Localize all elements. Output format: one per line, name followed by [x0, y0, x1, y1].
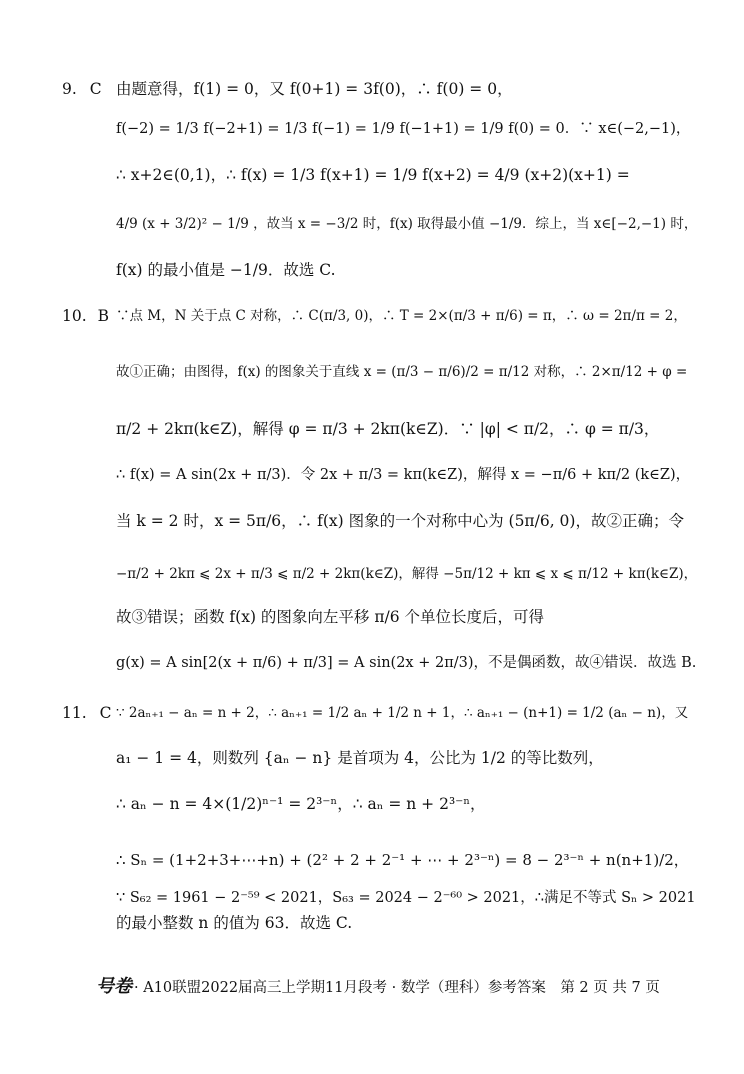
solution-line: ∴ Sₙ = (1+2+3+⋯+n) + (2² + 2 + 2⁻¹ + ⋯ + 2³⁻ⁿ) = 8 − 2³⁻ⁿ + n(n+1)/2， [116, 851, 689, 869]
solution-line: ∴ x+2∈(0,1)，∴ f(x) = 1/3 f(x+1) = 1/9 f(x+2) = 4/9 (x+2)(x+1) = [116, 166, 630, 184]
solution-line: 故①正确；由图得，f(x) 的图象关于直线 x = (π/3 − π/6)/2 = π/12 对称，∴ 2×π/12 + φ = [116, 364, 688, 380]
page-footer [96, 976, 660, 999]
solution-line: a₁ − 1 = 4，则数列 {aₙ − n} 是首项为 4，公比为 1/2 的等比数列， [116, 749, 604, 767]
brand-logo: 号卷 [96, 976, 132, 997]
footer-text: · A10联盟2022届高三上学期11月段考 · 数学（理科）参考答案 第 2 页 共 7 页 [134, 980, 660, 996]
solution-line: 故③错误；函数 f(x) 的图象向左平移 π/6 个单位长度后，可得 [116, 608, 545, 626]
problem-number: 10. [62, 307, 87, 325]
problem-10-label [62, 305, 109, 327]
solution-line: π/2 + 2kπ(k∈Z)，解得 φ = π/3 + 2kπ(k∈Z)．∵ |φ| < π/2，∴ φ = π/3， [116, 420, 660, 438]
solution-line: g(x) = A sin[2(x + π/6) + π/3] = A sin(2x + 2π/3)，不是偶函数，故④错误．故选 B. [116, 655, 697, 671]
solution-line: ∵ S₆₂ = 1961 − 2⁻⁵⁹ < 2021，S₆₃ = 2024 − 2⁻⁶⁰ > 2021，∴满足不等式 Sₙ > 2021 [116, 890, 696, 906]
solution-line: ∵ 2aₙ₊₁ − aₙ = n + 2，∴ aₙ₊₁ = 1/2 aₙ + 1/2 n + 1，∴ aₙ₊₁ − (n+1) = 1/2 (aₙ − n)，又 [116, 705, 689, 721]
problem-number: 11. [62, 704, 87, 722]
solution-line: f(−2) = 1/3 f(−2+1) = 1/3 f(−1) = 1/9 f(−1+1) = 1/9 f(0) = 0．∵ x∈(−2,−1)， [116, 121, 691, 137]
solution-line: ∴ aₙ − n = 4×(1/2)ⁿ⁻¹ = 2³⁻ⁿ，∴ aₙ = n + 2³⁻ⁿ， [116, 795, 486, 813]
solution-line: 的最小整数 n 的值为 63．故选 C. [116, 914, 353, 932]
solution-line: ∴ f(x) = A sin(2x + π/3)．令 2x + π/3 = kπ(k∈Z)，解得 x = −π/6 + kπ/2 (k∈Z)， [116, 467, 691, 483]
solution-line: f(x) 的最小值是 −1/9．故选 C. [116, 261, 336, 279]
problem-11-label [62, 702, 111, 724]
solution-line: 4/9 (x + 3/2)² − 1/9 ，故当 x = −3/2 时，f(x) 取得最小值 −1/9．综上，当 x∈[−2,−1) 时， [116, 216, 698, 232]
problem-9-label [62, 78, 102, 100]
problem-answer: B [97, 307, 109, 325]
problem-answer: C [99, 704, 112, 722]
solution-line: 当 k = 2 时，x = 5π/6，∴ f(x) 图象的一个对称中心为 (5π/6, 0)，故②正确；令 [116, 512, 684, 530]
solution-line: −π/2 + 2kπ ⩽ 2x + π/3 ⩽ π/2 + 2kπ(k∈Z)，解得 −5π/12 + kπ ⩽ x ⩽ π/12 + kπ(k∈Z)， [116, 566, 698, 582]
solution-line: ∵点 M，N 关于点 C 对称，∴ C(π/3, 0)，∴ T = 2×(π/3 + π/6) = π，∴ ω = 2π/π = 2， [116, 308, 687, 324]
solution-line: 由题意得，f(1) = 0，又 f(0+1) = 3f(0)，∴ f(0) = 0， [116, 80, 513, 98]
problem-number: 9. [62, 80, 77, 98]
problem-answer: C [89, 80, 102, 98]
